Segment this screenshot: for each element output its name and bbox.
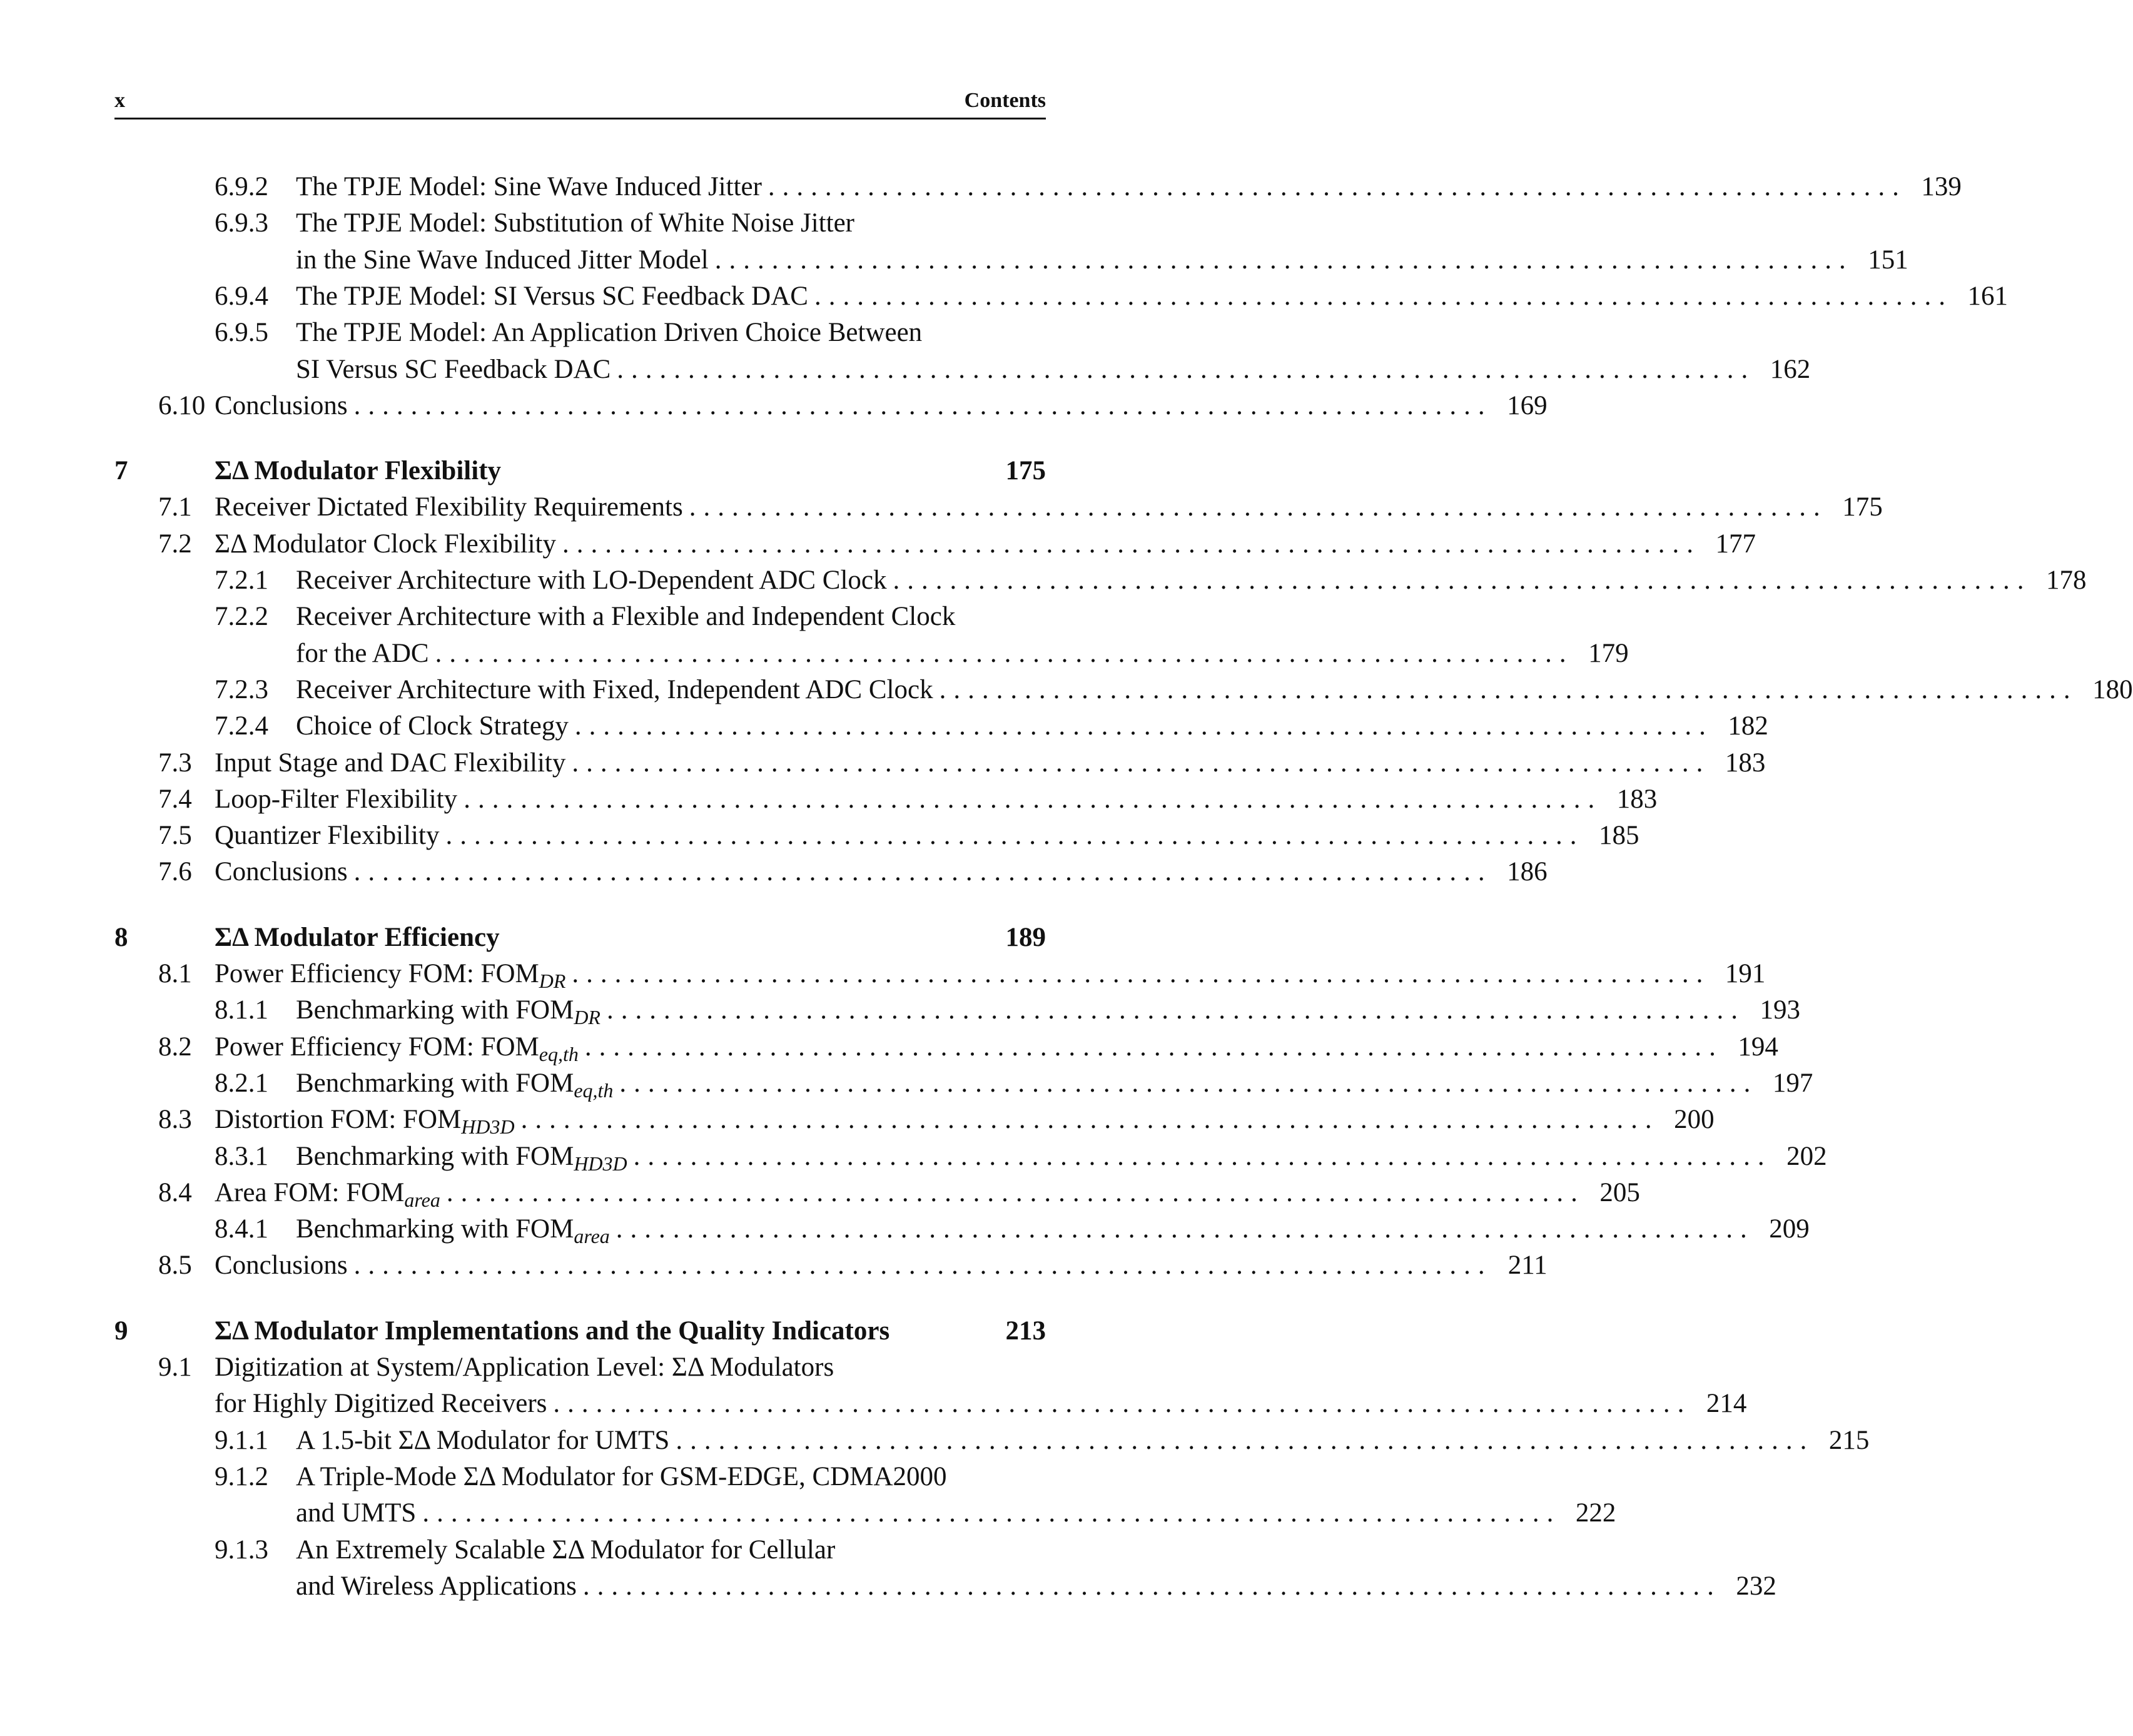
toc-entry-title-text: for Highly Digitized Receivers	[215, 1389, 547, 1419]
toc-page-number: 179	[1588, 638, 1629, 668]
toc-entry	[114, 992, 1800, 1029]
toc-entry-number: 7.5	[158, 821, 192, 851]
running-header	[114, 86, 1046, 119]
toc-entry-title-text: Distortion FOM: FOM	[215, 1105, 462, 1135]
toc-entry-line	[296, 562, 2087, 599]
toc-entry	[114, 708, 1768, 744]
toc-page-number: 182	[1728, 711, 1768, 741]
toc-page-number: 189	[1005, 922, 1046, 952]
toc-page-number: 180	[2092, 674, 2133, 704]
toc-entry-title	[215, 1247, 354, 1284]
toc-entry-line	[296, 1532, 1046, 1568]
toc-chapter-entry	[114, 1313, 1046, 1349]
toc-entry-subscript: area	[574, 1225, 610, 1248]
toc-entry	[114, 781, 1658, 818]
toc-entry	[114, 1532, 1046, 1568]
toc-entry	[114, 489, 1883, 525]
toc-entry-number: 7.2.2	[215, 602, 268, 632]
toc-leader-dots: ................................................................................	[353, 390, 1492, 420]
toc-entry-line	[296, 1459, 1046, 1495]
toc-entry-title	[215, 854, 354, 890]
toc-entry-title-text: SI Versus SC Feedback DAC	[296, 354, 611, 384]
toc-entry-title-text: and Wireless Applications	[296, 1571, 577, 1601]
toc-leader-dots: ................................................................................	[633, 1141, 1772, 1171]
toc-entry-number: 8.2	[158, 1032, 192, 1062]
toc-entry-title-text: ΣΔ Modulator Implementations and the Quality Indicators	[215, 1316, 890, 1346]
toc-entry-title-text: ΣΔ Modulator Flexibility	[215, 456, 502, 486]
toc-entry-number: 6.9.2	[215, 172, 268, 201]
toc-entry-line	[296, 315, 1046, 351]
toc-entry-title-text: for the ADC	[296, 638, 429, 668]
toc-entry	[114, 169, 1962, 205]
toc-entry-title-text: and UMTS	[296, 1498, 417, 1528]
toc-entry-title	[215, 1349, 840, 1386]
toc-leader-dots: ................................................................................	[445, 821, 1584, 851]
toc-entry-number: 6.9.3	[215, 208, 268, 238]
toc-leader-dots: ................................................................................	[619, 1068, 1758, 1098]
toc-entry	[114, 1568, 1776, 1605]
toc-entry-number: 8.5	[158, 1251, 192, 1281]
toc-entry-line	[215, 781, 1658, 818]
toc-entry	[114, 745, 1766, 781]
toc-entry	[114, 1065, 1813, 1102]
toc-entry-number: 7.2	[158, 529, 192, 559]
toc-entry-title-text: Area FOM: FOM	[215, 1177, 405, 1207]
toc-page-number: 202	[1786, 1141, 1827, 1171]
toc-entry-title-text: Loop-Filter Flexibility	[215, 784, 458, 814]
toc-entry-line	[215, 388, 1548, 424]
toc-entry-title	[296, 562, 893, 599]
toc-entry-number: 6.9.4	[215, 281, 268, 311]
toc-leader-dots: ................................................................................	[435, 638, 1574, 668]
toc-entry-line	[296, 1423, 1870, 1459]
toc-entry-title-text: Receiver Dictated Flexibility Requirements	[215, 492, 683, 522]
toc-leader-dots: ................................................................................	[768, 172, 1907, 201]
toc-entry	[114, 1349, 1046, 1386]
toc-page-number: 222	[1575, 1498, 1616, 1528]
toc-entry-number: 6.9.5	[215, 318, 268, 348]
toc-entry-title-text: Choice of Clock Strategy	[296, 711, 569, 741]
toc-entry-line	[215, 1386, 1747, 1422]
toc-entry	[114, 1495, 1616, 1531]
toc-entry-number: 7.2.3	[215, 674, 268, 704]
toc-entry	[114, 1459, 1046, 1495]
toc-entry	[114, 1102, 1715, 1139]
toc-entry-title-text: Receiver Architecture with a Flexible and Independent Clock	[296, 602, 956, 632]
toc-entry-number: 8.3.1	[215, 1141, 268, 1171]
toc-entry	[114, 315, 1046, 351]
toc-entry-title-text: Benchmarking with FOM	[296, 995, 574, 1025]
toc-entry-title-text: ΣΔ Modulator Clock Flexibility	[215, 529, 556, 559]
toc-entry-title	[296, 169, 768, 205]
toc-page-number: 151	[1868, 245, 1908, 275]
toc-entry-subscript: eq,th	[574, 1079, 614, 1102]
toc-entry-title-text: Conclusions	[215, 1251, 348, 1281]
toc-entry-line	[215, 818, 1639, 854]
toc-entry-title	[215, 745, 572, 781]
toc-page-number: 194	[1738, 1032, 1778, 1062]
toc-entry	[114, 1247, 1548, 1284]
toc-entry-title-text: The TPJE Model: Substitution of White Noise Jitter	[296, 208, 855, 238]
toc-leader-dots: ................................................................................	[616, 1214, 1755, 1244]
toc-entry-line	[215, 526, 1756, 562]
toc-page-number: 139	[1921, 172, 1962, 201]
toc-entry-subscript: DR	[574, 1006, 600, 1029]
toc-entry-title-text: Receiver Architecture with LO-Dependent ADC Clock	[296, 566, 887, 595]
toc-leader-dots: ................................................................................	[572, 959, 1711, 988]
toc-entry-subscript: eq,th	[539, 1042, 579, 1065]
toc-page-number: 200	[1674, 1105, 1715, 1135]
toc-entry-line	[215, 1247, 1548, 1284]
toc-entry-line	[296, 242, 1908, 278]
toc-entry-title	[296, 242, 715, 278]
toc-entry-title-text: Quantizer Flexibility	[215, 821, 440, 851]
toc-page-number: 169	[1507, 390, 1548, 420]
toc-entry-title-text: Input Stage and DAC Flexibility	[215, 748, 566, 778]
toc-leader-dots: ................................................................................	[553, 1389, 1692, 1419]
toc-entry-title	[215, 489, 689, 525]
toc-entry	[114, 1423, 1870, 1459]
toc-entry-subscript: DR	[539, 970, 566, 992]
toc-entry	[114, 1386, 1747, 1422]
toc-page-number: 185	[1598, 821, 1639, 851]
running-title: Contents	[964, 89, 1046, 112]
toc-entry-title-text: in the Sine Wave Induced Jitter Model	[296, 245, 709, 275]
toc-entry-line	[296, 352, 1811, 388]
toc-entry-title-text: A Triple-Mode ΣΔ Modulator for GSM-EDGE, CDMA2000	[296, 1461, 947, 1491]
toc-entry	[114, 562, 2087, 599]
toc-entry-line	[215, 489, 1883, 525]
toc-page-number: 183	[1725, 748, 1766, 778]
toc-entry-line	[215, 745, 1766, 781]
toc-entry-title-text: Conclusions	[215, 390, 348, 420]
toc-page-number: 186	[1507, 857, 1548, 887]
toc-entry-title	[296, 352, 617, 388]
toc-entry-title-text: Benchmarking with FOM	[296, 1214, 574, 1244]
toc-entry-title-text: Power Efficiency FOM: FOM	[215, 959, 539, 988]
toc-leader-dots: ................................................................................	[446, 1177, 1585, 1207]
toc-entry-title	[296, 599, 961, 635]
toc-entry-line	[215, 920, 1046, 956]
toc-page-number: 197	[1772, 1068, 1813, 1098]
toc-leader-dots: ................................................................................	[582, 1571, 1721, 1601]
toc-entry-title	[296, 1568, 583, 1605]
toc-entry	[114, 1139, 1827, 1175]
toc-entry-subscript: area	[404, 1188, 440, 1211]
toc-entry-number: 8.1.1	[215, 995, 268, 1025]
toc-entry-number: 9.1.3	[215, 1535, 268, 1565]
toc-entry-title	[296, 1495, 422, 1531]
toc-entry-number: 8.4.1	[215, 1214, 268, 1244]
toc-page-number: 178	[2046, 566, 2087, 595]
toc-entry-title	[215, 526, 562, 562]
toc-leader-dots: ................................................................................	[893, 566, 2032, 595]
toc-entry-line	[215, 854, 1548, 890]
toc-entry-title	[296, 1459, 953, 1495]
toc-entry	[114, 388, 1548, 424]
toc-leader-dots: ................................................................................	[584, 1032, 1723, 1062]
toc-entry-title	[296, 636, 435, 672]
toc-entry	[114, 1029, 1778, 1065]
toc-entry-line	[215, 1313, 1046, 1349]
toc-leader-dots: ................................................................................	[574, 711, 1713, 741]
toc-leader-dots: ................................................................................	[676, 1425, 1815, 1455]
toc-leader-dots: ................................................................................	[520, 1105, 1659, 1135]
toc-entry-title-text: ΣΔ Modulator Efficiency	[215, 922, 500, 952]
toc-entry-line	[296, 169, 1962, 205]
toc-entry-title	[296, 708, 575, 744]
toc-page-number: 215	[1828, 1425, 1870, 1455]
toc-entry-number: 8	[114, 922, 128, 952]
toc-page-number: 209	[1769, 1214, 1810, 1244]
toc-page-number: 205	[1599, 1177, 1640, 1207]
toc-page-number: 175	[1842, 492, 1883, 522]
toc-entry-title	[215, 818, 445, 854]
toc-entry	[114, 242, 1908, 278]
toc-entry-title-text: The TPJE Model: SI Versus SC Feedback DAC	[296, 281, 808, 311]
toc-entry-subscript: HD3D	[574, 1152, 627, 1175]
toc-entry-number: 8.4	[158, 1177, 192, 1207]
toc-entry-number: 7	[114, 456, 128, 486]
toc-entry-subscript: HD3D	[461, 1115, 515, 1139]
toc-entry-title	[215, 781, 464, 818]
toc-entry-title	[296, 1423, 676, 1459]
toc-page-number: 175	[1005, 456, 1046, 486]
toc-entry-title-text: The TPJE Model: An Application Driven Choice Between	[296, 318, 923, 348]
toc-chapter-entry	[114, 453, 1046, 489]
toc-page-number: 161	[1967, 281, 2008, 311]
toc-leader-dots: ................................................................................	[714, 245, 1853, 275]
toc-entry	[114, 1175, 1640, 1211]
toc-entry	[114, 672, 2133, 708]
toc-entry-title	[215, 920, 506, 956]
toc-entry-number: 8.2.1	[215, 1068, 268, 1098]
toc-entry-title-text: A 1.5-bit ΣΔ Modulator for UMTS	[296, 1425, 670, 1455]
toc-leader-dots: ................................................................................	[422, 1498, 1561, 1528]
toc-page-number: 193	[1760, 995, 1800, 1025]
toc-entry-title-text: Digitization at System/Application Level: ΣΔ Modulators	[215, 1353, 834, 1382]
toc-entry-title	[215, 453, 507, 489]
toc-entry-title-text: Power Efficiency FOM: FOM	[215, 1032, 539, 1062]
toc-entry-number: 9.1	[158, 1353, 192, 1382]
toc-entry-line	[296, 205, 1046, 241]
toc-leader-dots: ................................................................................	[572, 748, 1711, 778]
page-folio: x	[114, 89, 125, 112]
toc-entry	[114, 278, 2008, 315]
toc-chapter-entry	[114, 920, 1046, 956]
toc-leader-dots: ................................................................................	[689, 492, 1828, 522]
toc-entry-number: 8.1	[158, 959, 192, 988]
toc-entry-line	[296, 636, 1629, 672]
toc-entry-line	[215, 1349, 1046, 1386]
toc-entry-number: 7.2.1	[215, 566, 268, 595]
toc-entry-number: 8.3	[158, 1105, 192, 1135]
toc-entry-title-text: An Extremely Scalable ΣΔ Modulator for Cellular	[296, 1535, 836, 1565]
toc-page-number: 177	[1715, 529, 1756, 559]
toc-entry-title	[296, 278, 814, 315]
toc-entry-title-text: Benchmarking with FOM	[296, 1068, 574, 1098]
toc-entry-line	[296, 1568, 1776, 1605]
toc-entry	[114, 205, 1046, 241]
toc-entry-title	[296, 205, 861, 241]
toc-entry	[114, 526, 1756, 562]
toc-page-number: 183	[1616, 784, 1658, 814]
toc-entry-title	[215, 1313, 896, 1349]
toc-entry-number: 7.2.4	[215, 711, 268, 741]
toc-entry	[114, 818, 1639, 854]
toc-entry	[114, 352, 1811, 388]
toc-entry-title-text: Conclusions	[215, 857, 348, 887]
toc-leader-dots: ................................................................................	[617, 354, 1756, 384]
toc-leader-dots: ................................................................................	[939, 674, 2078, 704]
toc-entry-number: 6.10	[158, 390, 206, 420]
toc-entry	[114, 1211, 1810, 1248]
toc-entry-number: 7.4	[158, 784, 192, 814]
toc-page-number: 232	[1736, 1571, 1776, 1601]
toc-entry-title-text: The TPJE Model: Sine Wave Induced Jitter	[296, 172, 762, 201]
toc-entry-number: 7.1	[158, 492, 192, 522]
toc-page-number: 213	[1005, 1316, 1046, 1346]
toc-entry-line	[296, 1495, 1616, 1531]
toc-page-number: 162	[1770, 354, 1811, 384]
toc-entry-line	[296, 599, 1046, 635]
toc-entry-title	[296, 1532, 841, 1568]
toc-entry-number: 9.1.2	[215, 1461, 268, 1491]
toc-entry	[114, 854, 1548, 890]
toc-entry-title	[296, 315, 928, 351]
toc-entry-title-text: Receiver Architecture with Fixed, Independent ADC Clock	[296, 674, 933, 704]
toc-leader-dots: ................................................................................	[353, 1251, 1492, 1281]
toc-entry-number: 7.3	[158, 748, 192, 778]
toc-entry-title	[215, 388, 354, 424]
toc-leader-dots: ................................................................................	[464, 784, 1603, 814]
toc-entry-line	[296, 278, 2008, 315]
toc-leader-dots: ................................................................................	[814, 281, 1953, 311]
toc-entry	[114, 636, 1629, 672]
toc-page-number: 191	[1725, 959, 1766, 988]
toc-leader-dots: ................................................................................	[562, 529, 1701, 559]
toc-entry-number: 9	[114, 1316, 128, 1346]
toc-entry-number: 9.1.1	[215, 1425, 268, 1455]
toc-leader-dots: ................................................................................	[353, 857, 1492, 887]
toc-entry-line	[296, 672, 2133, 708]
toc-entry-title	[296, 672, 940, 708]
toc-entry-title	[215, 1386, 553, 1422]
toc-entry-line	[296, 708, 1768, 744]
toc-entry-line	[215, 453, 1046, 489]
toc-entry	[114, 956, 1766, 992]
toc-page-number: 211	[1507, 1251, 1548, 1281]
toc-leader-dots: ................................................................................	[606, 995, 1745, 1025]
toc-entry-number: 7.6	[158, 857, 192, 887]
toc-entry	[114, 599, 1046, 635]
toc-entry-title-text: Benchmarking with FOM	[296, 1141, 574, 1171]
toc-page-number: 214	[1706, 1389, 1747, 1419]
